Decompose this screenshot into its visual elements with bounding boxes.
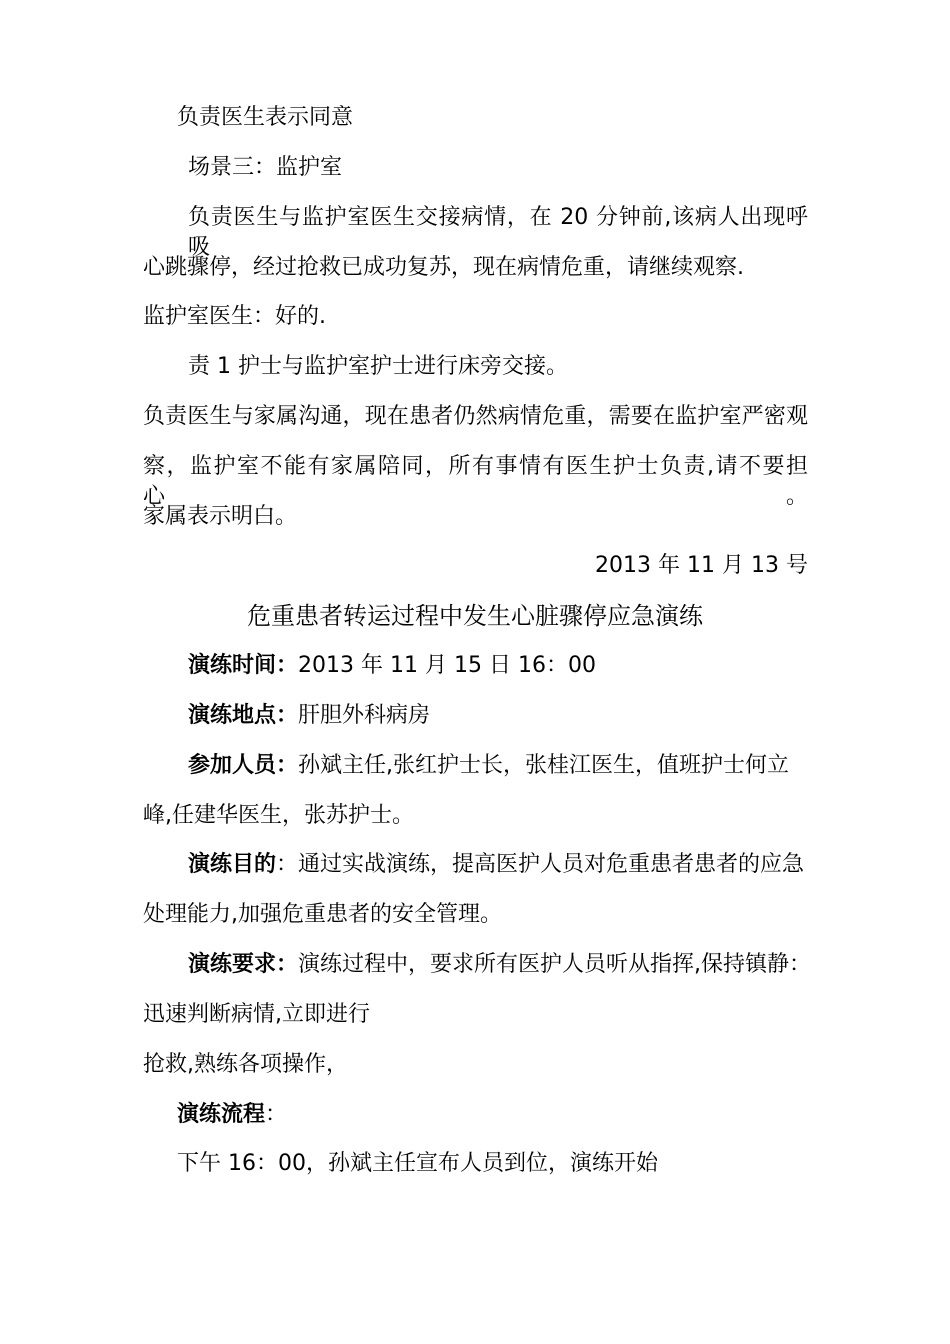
drill-title: 危重患者转运过程中发生心脏骤停应急演练 [247, 602, 703, 630]
drill-place-label: 演练地点： [188, 703, 299, 728]
drill-flow-heading [177, 1100, 287, 1130]
drill-time-row [188, 651, 596, 681]
drill-time-value: 2013 年 11 月 15 日 16：00 [298, 653, 596, 678]
drill-place-row [188, 701, 430, 731]
icu-doctor-reply: 监护室医生：好的. [143, 304, 326, 329]
handover-paragraph-line-2: 心跳骤停，经过抢救已成功复苏，现在病情危重，请继续观察. [143, 255, 744, 280]
drill-flow-step-1: 下午 16：00，孙斌主任宣布人员到位，演练开始 [177, 1151, 658, 1176]
handover-paragraph-line-1: 负责医生与监护室医生交接病情，在 20 分钟前,该病人出现呼吸 [188, 205, 808, 260]
drill-purpose-value-1: ：通过实战演练，提高医护人员对危重患者患者的应急 [276, 852, 805, 877]
drill-people-value-2: 峰,任建华医生，张苏护士。 [143, 803, 414, 828]
drill-requirement-label: 演练要求： [188, 952, 299, 977]
drill-requirement-value-3: 抢救,熟练各项操作， [143, 1052, 348, 1077]
drill-requirement-value-2: 迅速判断病情,立即进行 [143, 1002, 370, 1027]
nurse-handover-line: 责 1 护士与监护室护士进行床旁交接。 [188, 354, 568, 379]
family-communication-line-2: 察，监护室不能有家属陪同，所有事情有医生护士负责,请不要担心。 [143, 454, 808, 509]
drill-requirement-value-1: 演练过程中，要求所有医护人员听从指挥,保持镇静： [298, 952, 812, 977]
drill-people-label: 参加人员： [188, 753, 299, 778]
scene-three-heading: 场景三：监护室 [188, 155, 343, 180]
drill-time-label: 演练时间： [188, 653, 299, 678]
family-communication-line-1: 负责医生与家属沟通，现在患者仍然病情危重，需要在监护室严密观 [143, 404, 808, 429]
drill-people-row [188, 751, 789, 781]
drill-people-value-1: 孙斌主任,张红护士长，张桂江医生，值班护士何立 [298, 753, 790, 778]
document-date: 2013 年 11 月 13 号 [595, 553, 808, 578]
drill-place-value: 肝胆外科病房 [298, 703, 431, 728]
drill-purpose-label: 演练目的 [188, 852, 277, 877]
drill-purpose-row [188, 850, 804, 880]
paragraph-doctor-agrees: 负责医生表示同意 [177, 105, 354, 130]
drill-flow-label: 演练流程 [177, 1102, 266, 1127]
family-understands-line: 家属表示明白。 [143, 504, 298, 529]
drill-purpose-value-2: 处理能力,加强危重患者的安全管理。 [143, 902, 502, 927]
drill-requirement-row [188, 950, 811, 980]
drill-flow-colon: ： [265, 1102, 288, 1127]
